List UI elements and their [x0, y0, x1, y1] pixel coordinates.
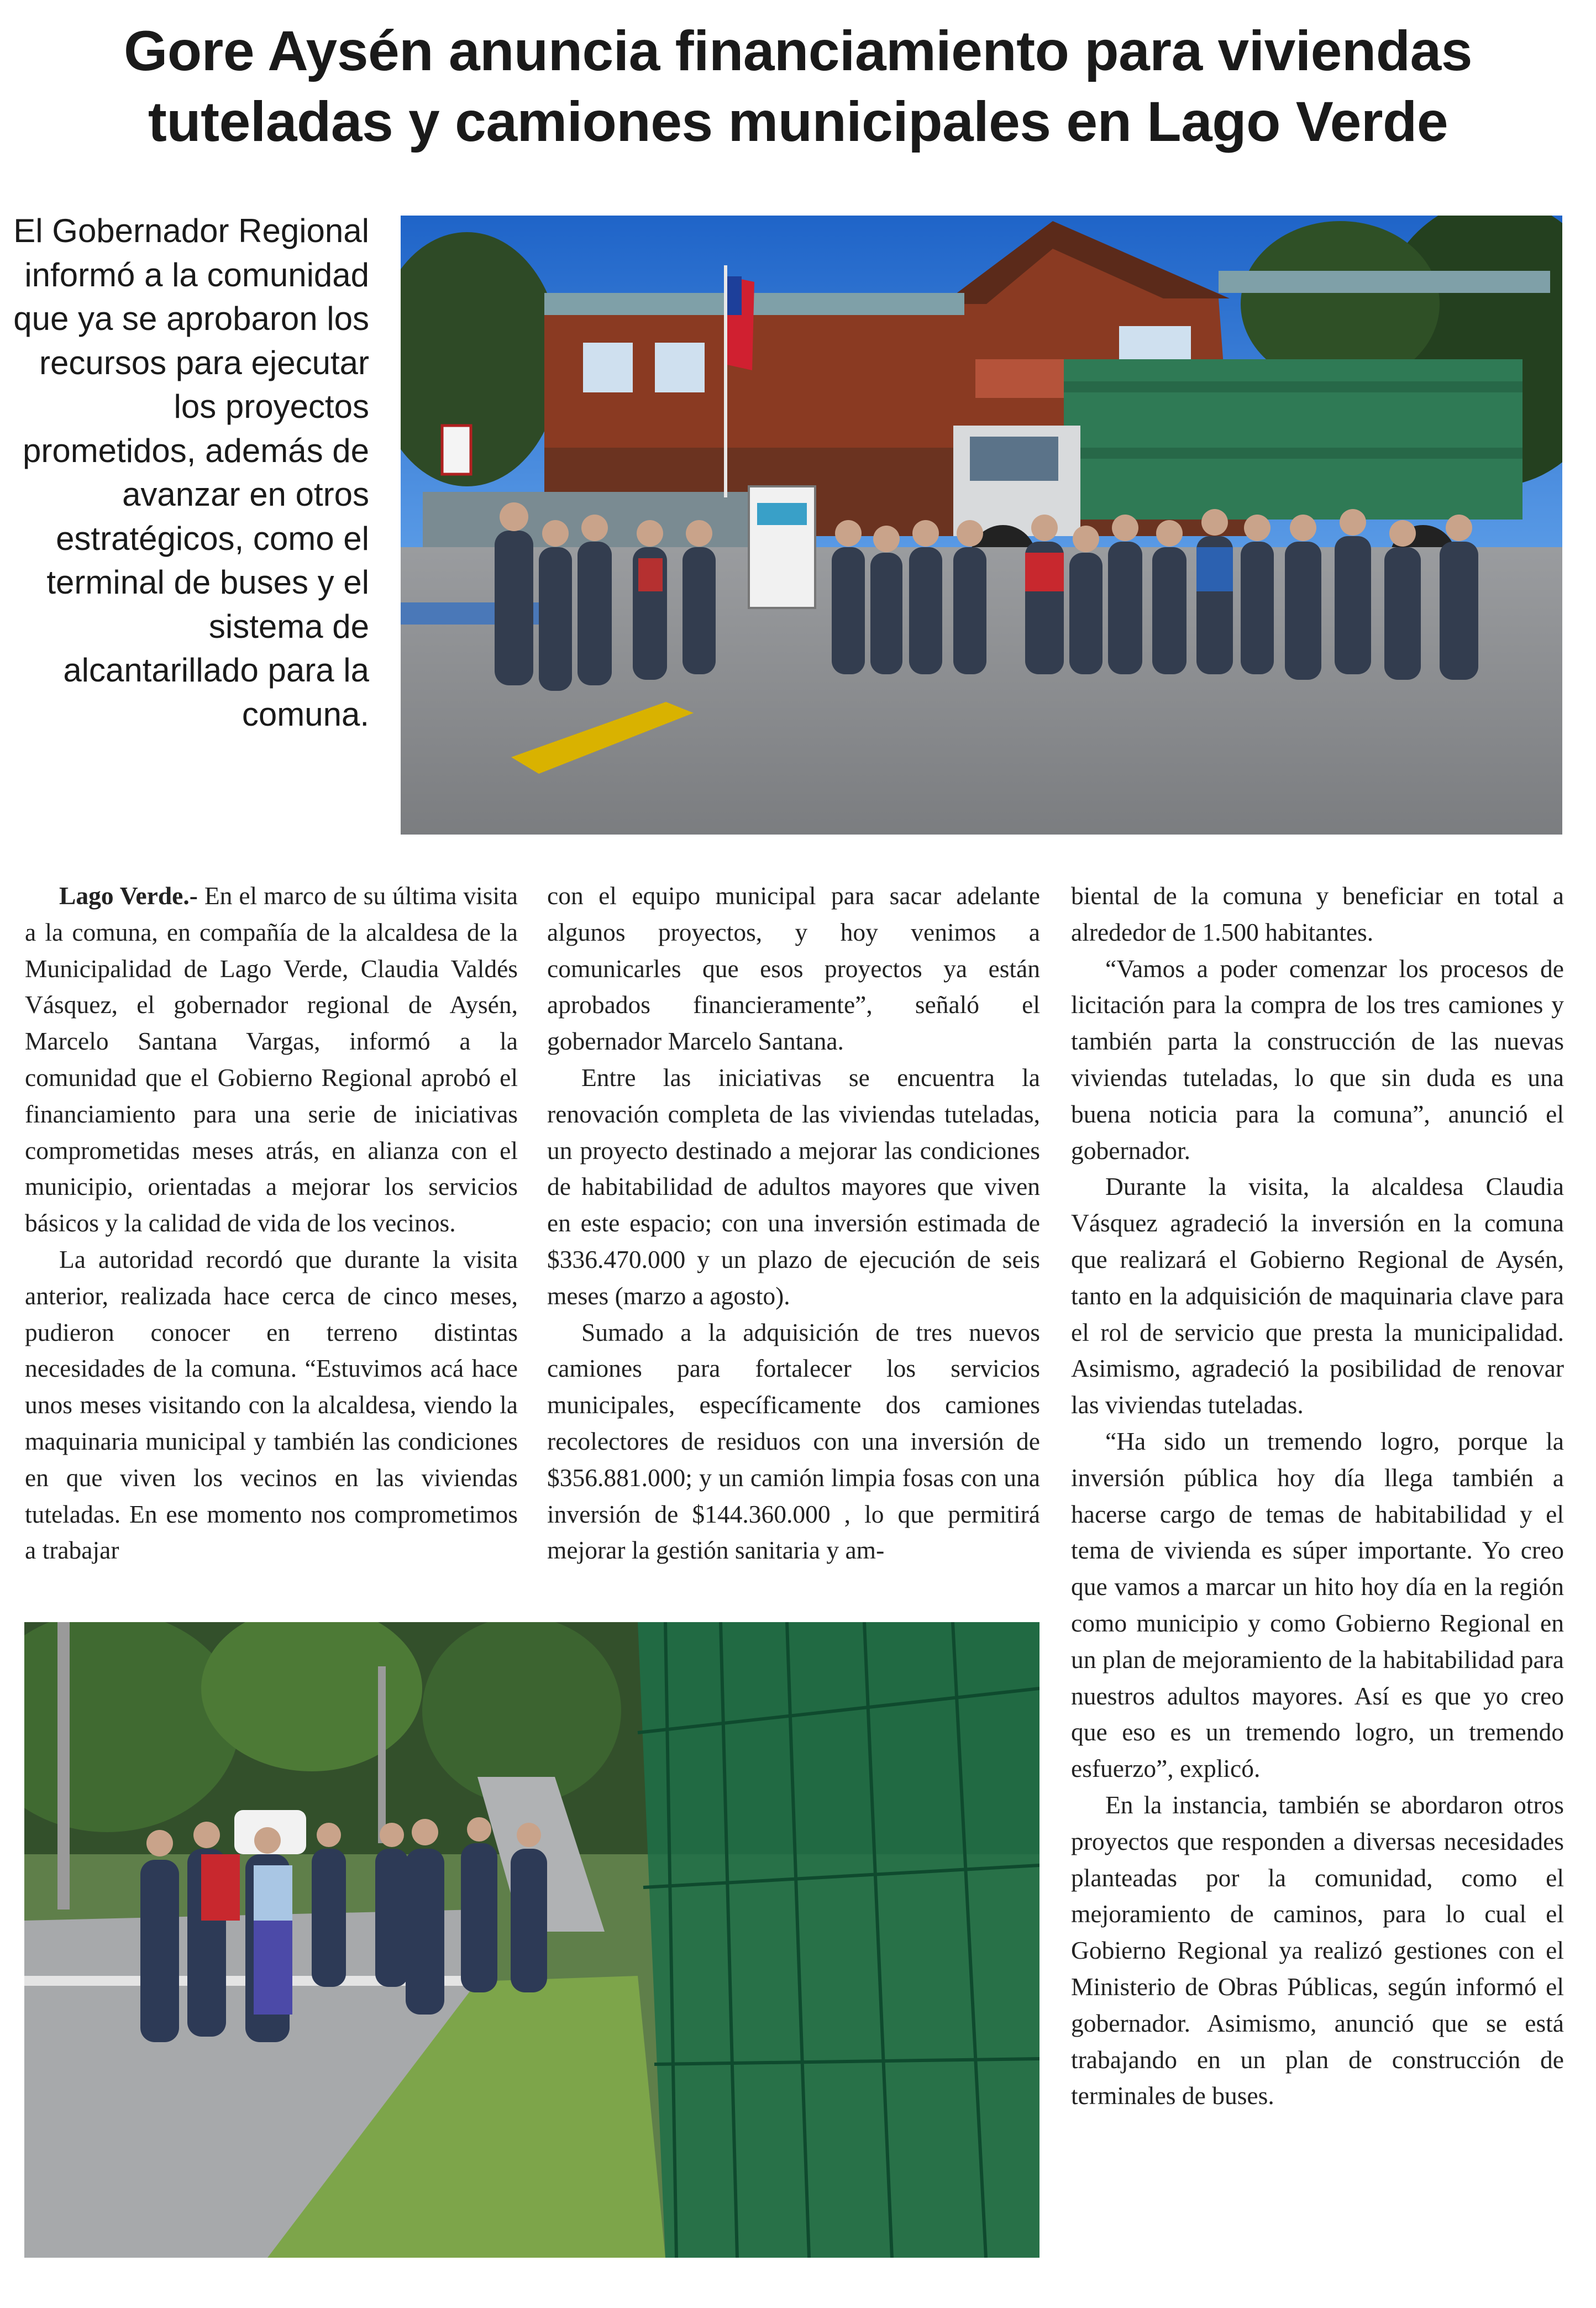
paragraph: Durante la visita, la alcaldesa Claudia Vásquez agradeció la inversión en la comuna que realizará el Gobierno Regional de Aysén, tanto en la adquisición de maquinaria clave para el rol de servicio que presta la municipalidad. Asimismo, agradeció la posibilidad de renovar las viviendas tuteladas. — [1071, 1172, 1564, 1419]
paragraph: La autoridad recordó que durante la visita anterior, realizada hace cerca de cinco meses, pudieron conocer en terreno distintas necesidades de la comuna. “Estuvimos acá hace unos meses visitando con la alcaldesa, viendo la maquinaria municipal y también las condiciones en que viven los vecinos en las viviendas tuteladas. En ese momento nos comprometimos a trabajar — [25, 1245, 518, 1565]
paragraph: biental de la comuna y beneficiar en total a alrededor de 1.500 habitantes. — [1071, 882, 1564, 946]
paragraph: “Vamos a poder comenzar los procesos de licitación para la compra de los tres camiones y también parta la construcción de las nuevas viviendas tuteladas, lo que sin duda es una buena noticia para la comuna”, anunció el gobernador. — [1071, 954, 1564, 1165]
article-column-2 — [547, 878, 1040, 1569]
article-column-1 — [25, 878, 518, 1569]
paragraph: “Ha sido un tremendo logro, porque la inversión pública hoy día llega también a hacerse cargo de temas de habitabilidad y el tema de vivienda es súper importante. Yo creo que vamos a marcar un hito hoy día en la región como municipio y como Gobierno Regional en un plan de mejoramiento de la habitabilidad para nuestros adultos mayores. Así es que yo creo que eso es un tremendo logro, un tremendo esfuerzo”, explicó. — [1071, 1426, 1564, 1783]
paragraph: Sumado a la adquisición de tres nuevos camiones para fortalecer los servicios municipales, específicamente dos camiones recolectores de residuos con una inversión de $356.881.000; y un camión limpia fosas con una inversión de $144.360.000 , lo que permitirá mejorar la gestión sanitaria y am- — [547, 1318, 1040, 1565]
group-photo-truck — [401, 216, 1562, 835]
street-photo-fence — [24, 1622, 1040, 2258]
lead-paragraph: El Gobernador Regional informó a la comunidad que ya se aprobaron los recursos para ejecutar los proyectos prometidos, además de avanzar en otros estratégicos, como el terminal de buses y el sistema de alcantarillado para la comuna. — [13, 212, 369, 733]
paragraph — [25, 878, 518, 1241]
paragraph: con el equipo municipal para sacar adelante algunos proyectos, y hoy venimos a comunicarles que esos proyectos ya están aprobados financieramente”, señaló el gobernador Marcelo Santana. — [547, 882, 1040, 1056]
paragraph: Entre las iniciativas se encuentra la renovación completa de las viviendas tuteladas, un proyecto destinado a mejorar las condiciones de habitabilidad de adultos mayores que viven en este espacio; con una inversión estimada de $336.470.000 y un plazo de ejecución de seis meses (marzo a agosto). — [547, 1063, 1040, 1310]
paragraph: En la instancia, también se abordaron otros proyectos que responden a diversas necesidades planteadas por la comunidad, como el mejoramiento de caminos, para lo cual el Gobierno Regional ya realizó gestiones con el Ministerio de Obras Públicas, según informó el gobernador. Asimismo, anunció que se está trabajando en un plan de construcción de terminales de buses. — [1071, 1790, 1564, 2110]
paragraph-text: En el marco de su última visita a la comuna, en compañía de la alcaldesa de la Municipalidad de Lago Verde, Claudia Valdés Vásquez, el gobernador regional de Aysén, Marcelo Santana Vargas, informó a la comunidad que el Gobierno Regional aprobó el financiamiento para una serie de iniciativas comprometidas meses atrás, en alianza con el municipio, orientadas a mejorar los servicios básicos y la calidad de vida de los vecinos. — [25, 882, 518, 1237]
dateline: Lago Verde.- — [59, 882, 198, 910]
headline: Gore Aysén anuncia financiamiento para viviendas tuteladas y camiones municipales en Lago Verde — [124, 19, 1472, 153]
article-column-3 — [1071, 878, 1564, 2114]
